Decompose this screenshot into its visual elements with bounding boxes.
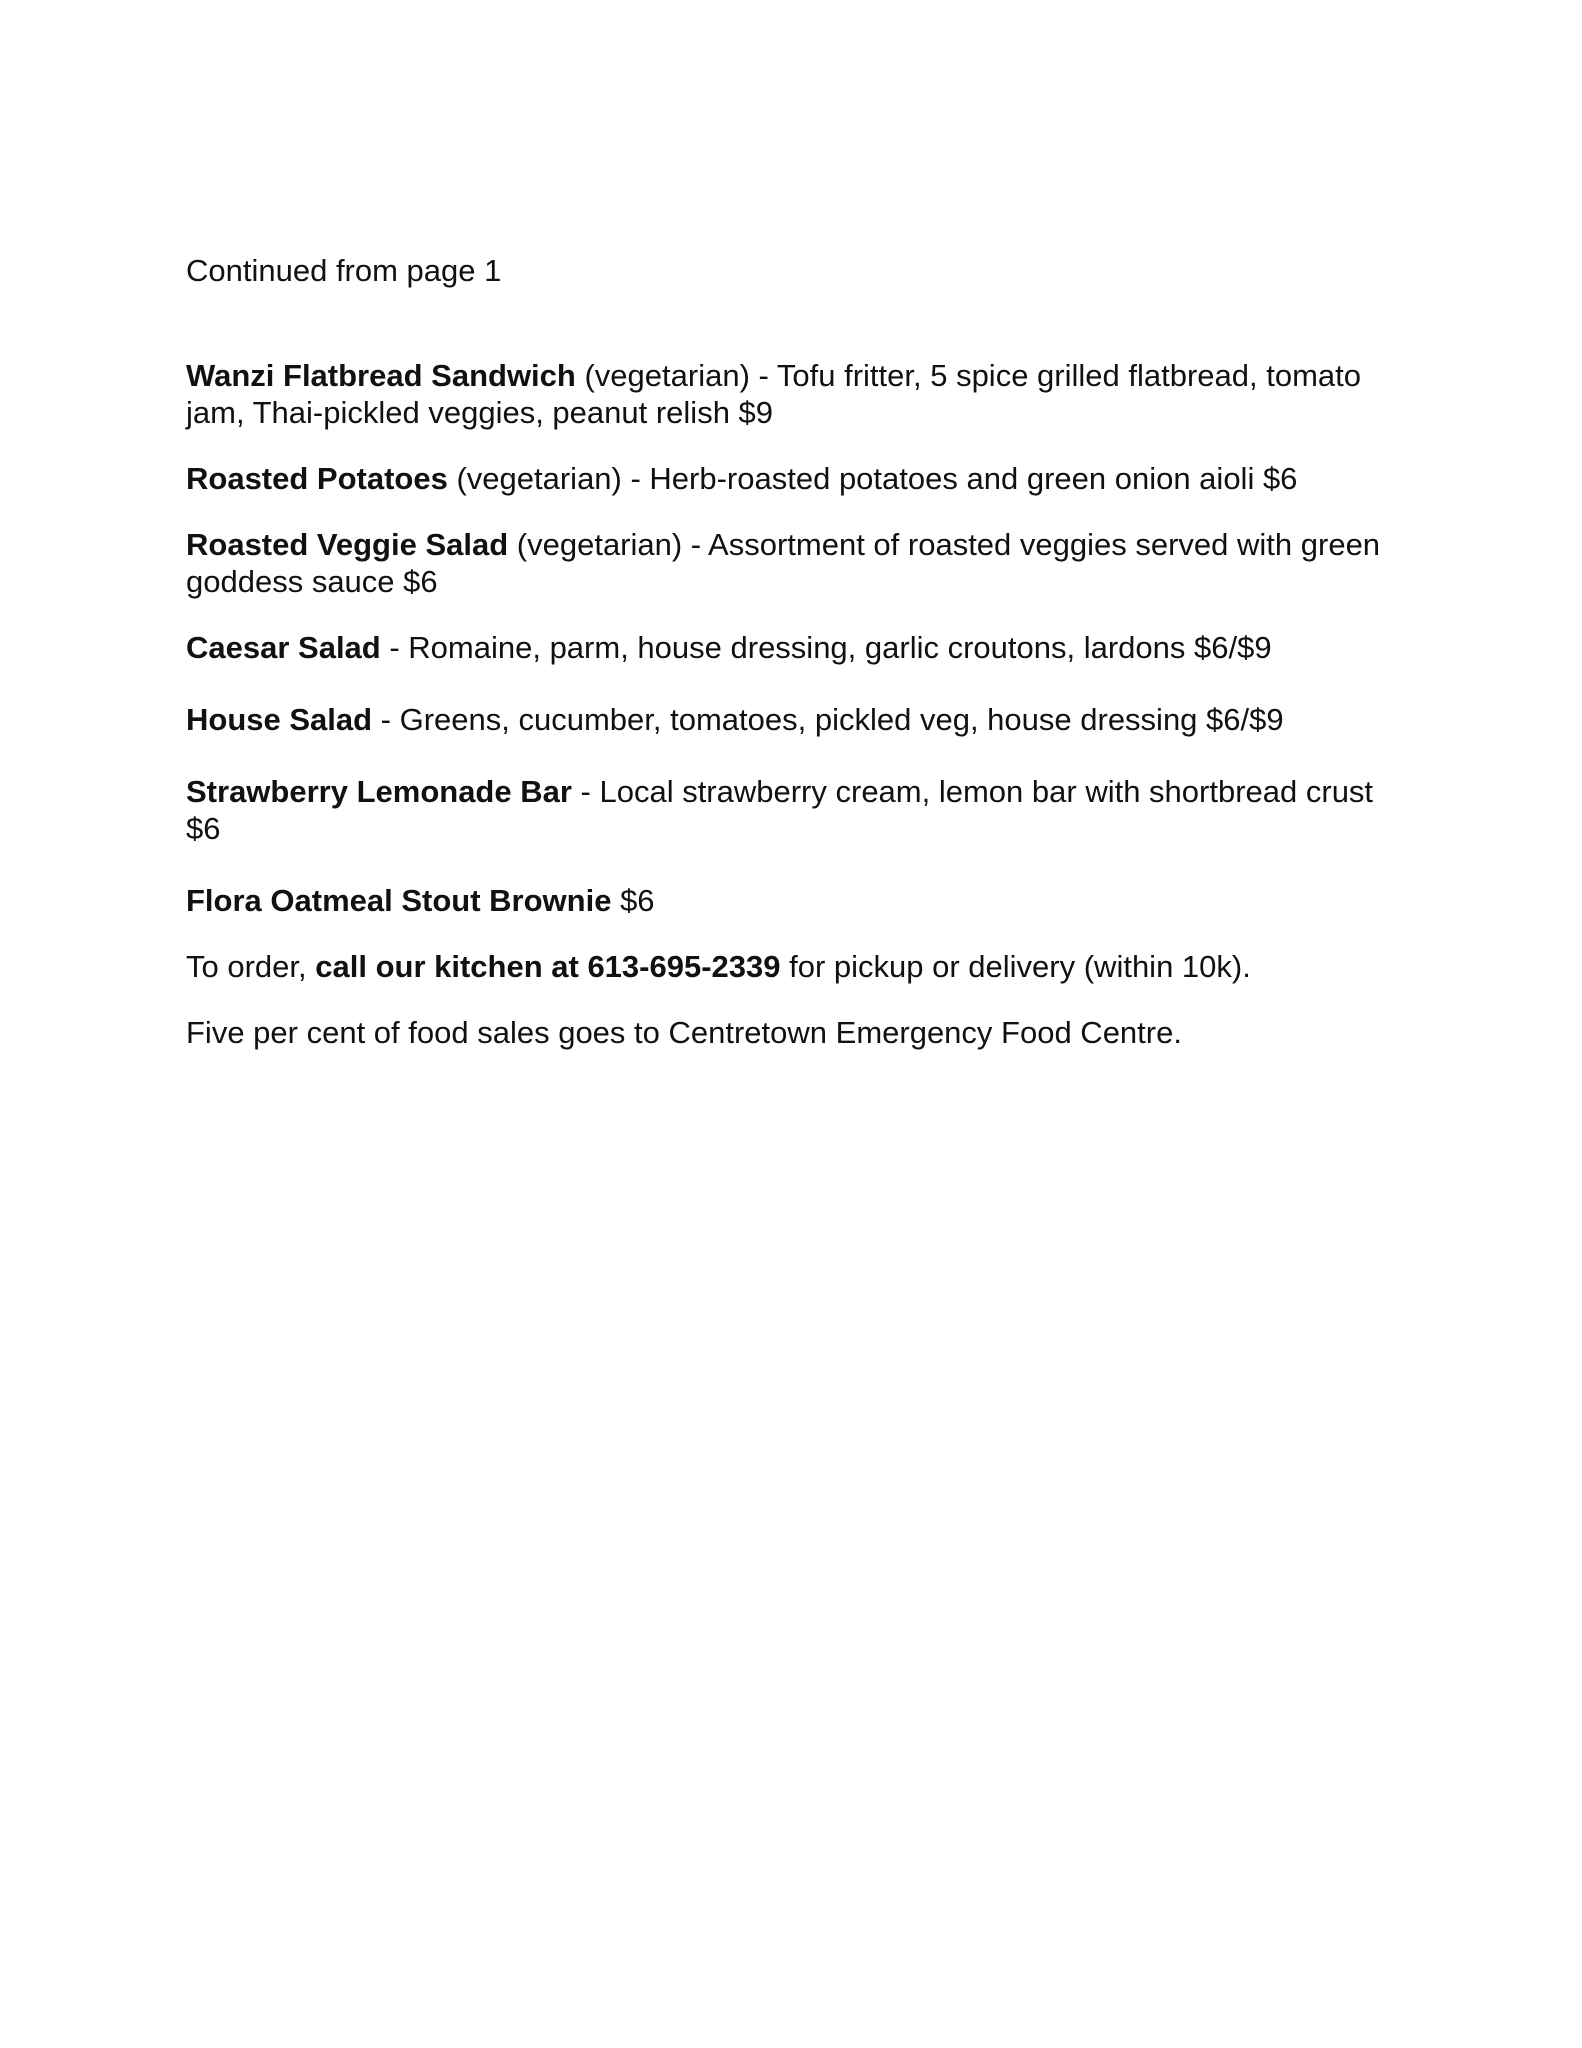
- menu-item-name: Wanzi Flatbread Sandwich: [186, 358, 576, 393]
- menu-item-name: Strawberry Lemonade Bar: [186, 774, 572, 809]
- menu-content: [186, 252, 1396, 1080]
- menu-item-strawberry-lemonade-bar: [186, 773, 1396, 847]
- menu-item-details: (vegetarian) - Assortment of roasted veggies served with green goddess sauce $6: [186, 527, 1381, 599]
- continued-note: Continued from page 1: [186, 253, 502, 288]
- menu-item-details: (vegetarian) - Herb-roasted potatoes and green onion aioli $6: [447, 461, 1298, 496]
- menu-item-details: - Greens, cucumber, tomatoes, pickled veg, house dressing $6/$9: [372, 702, 1284, 737]
- menu-item-name: House Salad: [186, 702, 373, 737]
- menu-item-details: - Local strawberry cream, lemon bar with shortbread crust $6: [186, 774, 1374, 846]
- order-instructions: [186, 948, 1396, 985]
- menu-item-details: $6: [611, 883, 655, 918]
- menu-item-roasted-veggie-salad: [186, 526, 1396, 600]
- menu-item-name: Caesar Salad: [186, 630, 381, 665]
- order-suffix: for pickup or delivery (within 10k).: [780, 949, 1251, 984]
- order-prefix: To order,: [186, 949, 316, 984]
- menu-item-details: - Romaine, parm, house dressing, garlic croutons, lardons $6/$9: [380, 630, 1272, 665]
- menu-item-roasted-potatoes: [186, 460, 1396, 497]
- menu-item-flora-oatmeal-stout-brownie: [186, 882, 1396, 919]
- menu-item-caesar-salad: [186, 629, 1396, 666]
- menu-item-wanzi-flatbread-sandwich: [186, 357, 1396, 431]
- order-phone: call our kitchen at 613-695-2339: [315, 949, 781, 984]
- menu-item-name: Roasted Potatoes: [186, 461, 448, 496]
- menu-item-house-salad: [186, 701, 1396, 738]
- menu-item-details: (vegetarian) - Tofu fritter, 5 spice grilled flatbread, tomato jam, Thai-pickled veggies, peanut relish $9: [186, 358, 1362, 430]
- menu-item-name: Roasted Veggie Salad: [186, 527, 509, 562]
- donation-note: Five per cent of food sales goes to Centretown Emergency Food Centre.: [186, 1015, 1182, 1050]
- menu-item-name: Flora Oatmeal Stout Brownie: [186, 883, 612, 918]
